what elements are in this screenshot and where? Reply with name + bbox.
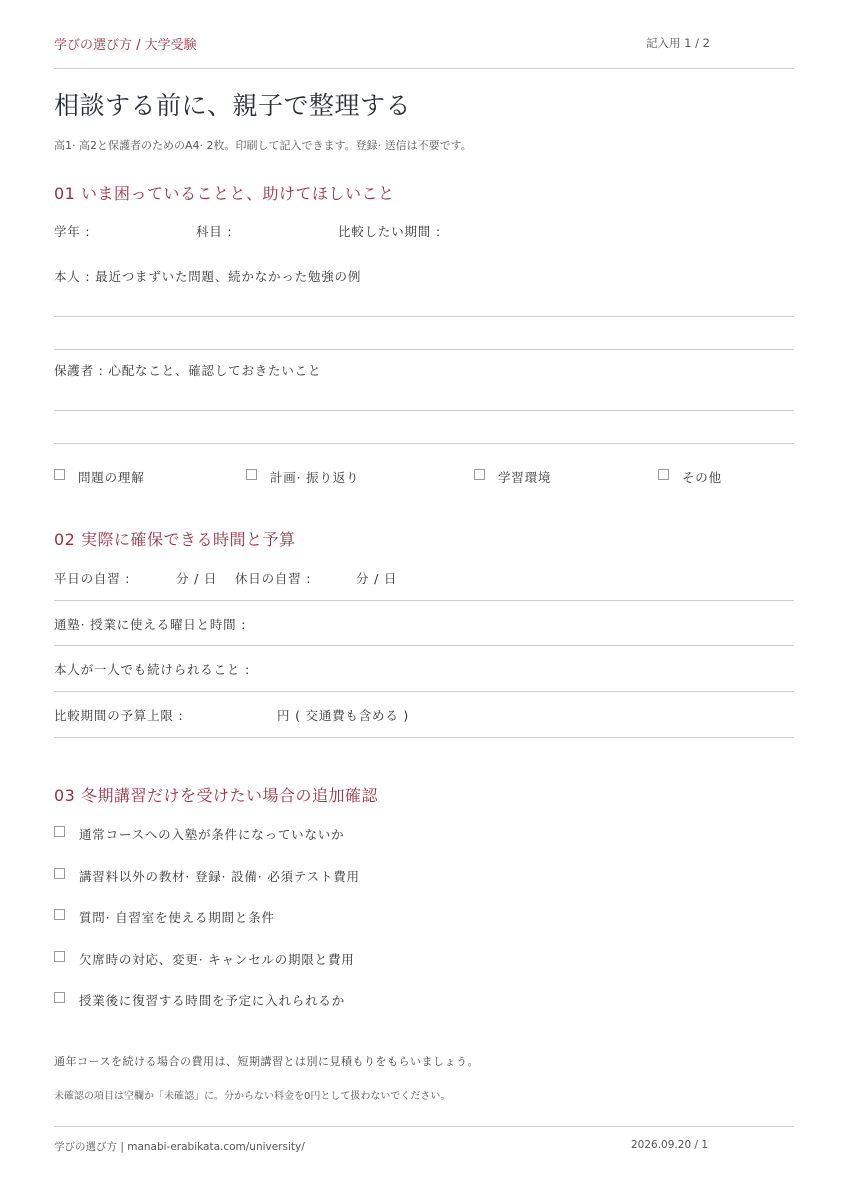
checkbox-extra-fees[interactable] [54,868,65,879]
holiday-study-label: 休日の自習 : [235,571,312,586]
budget-limit-label: 比較期間の予算上限 : [54,708,184,723]
period-label: 比較したい期間 : [338,224,441,239]
section-2-heading: 02 実際に確保できる時間と予算 [54,530,296,549]
parent-write-line-2 [54,443,794,444]
page-label: 記入用 1 / 2 [646,36,710,50]
checkbox-understanding-label: 問題の理解 [78,470,145,485]
checkbox-other[interactable] [658,469,669,480]
grade-label: 学年 : [54,224,91,239]
time-divider-3 [54,691,794,692]
weekday-study-unit: 分 / 日 [176,571,218,586]
holiday-study-unit: 分 / 日 [356,571,398,586]
check-item-label: 講習料以外の教材· 登録· 設備· 必須テスト費用 [79,869,360,884]
checkbox-planning[interactable] [246,469,257,480]
check-item-label: 欠席時の対応、変更· キャンセルの期限と費用 [79,952,355,967]
parent-concern-label: 保護者 : 心配なこと、確認しておきたいこと [54,363,322,378]
checkbox-other-label: その他 [682,470,722,485]
student-concern-label: 本人 : 最近つまずいた問題、続かなかった勉強の例 [54,269,362,284]
parent-write-line-1 [54,410,794,411]
footer-date-page: 2026.09.20 / 1 [631,1139,709,1151]
header-divider [54,68,794,69]
checkbox-enrollment-condition[interactable] [54,826,65,837]
section-1-heading: 01 いま困っていることと、助けてほしいこと [54,184,395,203]
checkbox-environment-label: 学習環境 [498,470,552,485]
check-item-label: 質問· 自習室を使える期間と条件 [79,910,275,925]
unconfirmed-note: 未確認の項目は空欄か「未確認」に。分からない料金を0円として扱わないでください。 [54,1091,451,1102]
checkbox-absence-policy[interactable] [54,951,65,962]
check-item-label: 通常コースへの入塾が条件になっていないか [79,827,345,842]
page-title: 相談する前に、親子で整理する [54,91,412,120]
section-3-heading: 03 冬期講習だけを受けたい場合の追加確認 [54,786,378,805]
checkbox-environment[interactable] [474,469,485,480]
weekday-study-label: 平日の自習 : [54,571,131,586]
checkbox-understanding[interactable] [54,469,65,480]
cost-note: 通年コースを続ける場合の費用は、短期講習とは別に見積もりをもらいましょう。 [54,1055,479,1068]
subject-label: 科目 : [196,224,233,239]
student-write-line-2 [54,349,794,350]
breadcrumb[interactable]: 学びの選び方 / 大学受験 [54,38,197,53]
check-item-label: 授業後に復習する時間を予定に入れられるか [79,993,346,1008]
time-divider-1 [54,600,794,601]
footer-site-link[interactable]: 学びの選び方 | manabi-erabikata.com/university/ [54,1141,305,1153]
time-divider-4 [54,737,794,738]
page-subtitle: 高1· 高2と保護者のためのA4· 2枚。印刷して記入できます。登録· 送信は不要です。 [54,139,472,152]
budget-limit-unit: 円 ( 交通費も含める ) [277,708,410,723]
student-write-line-1 [54,316,794,317]
footer-divider [54,1126,794,1127]
time-divider-2 [54,645,794,646]
self-continue-label: 本人が一人でも続けられること : [54,662,250,677]
checkbox-planning-label: 計画· 振り返り [270,470,360,485]
commute-time-label: 通塾· 授業に使える曜日と時間 : [54,617,247,632]
checkbox-study-room[interactable] [54,909,65,920]
checkbox-review-time[interactable] [54,992,65,1003]
